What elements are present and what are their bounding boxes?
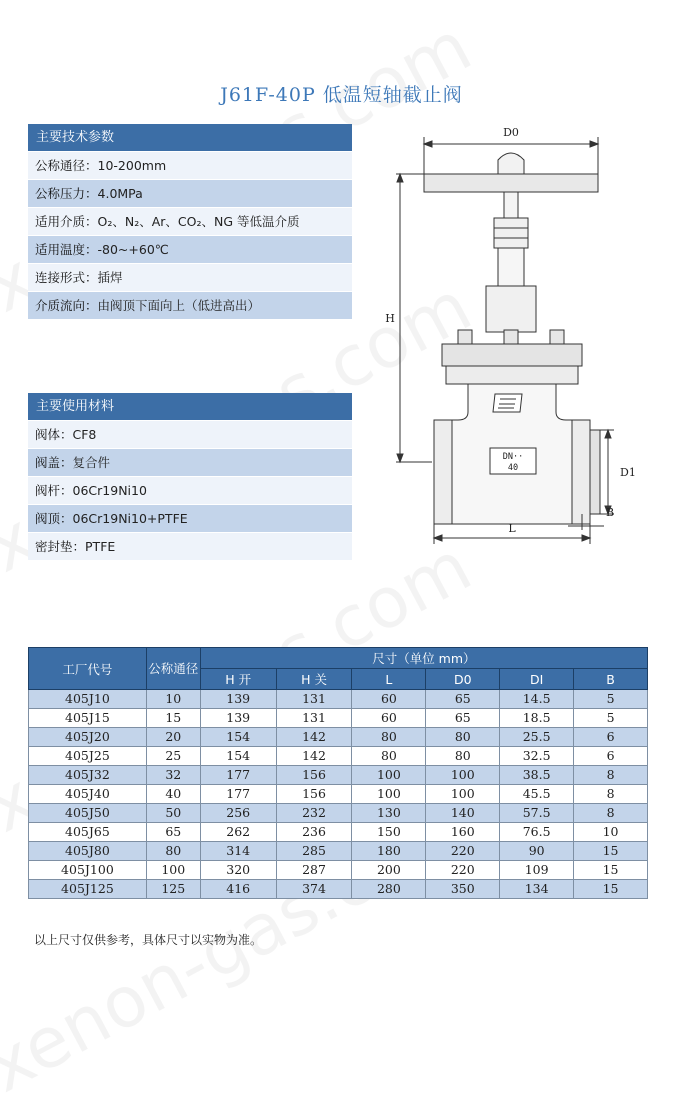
- table-cell: 100: [426, 785, 500, 804]
- table-cell: 80: [146, 842, 200, 861]
- table-cell: 405J65: [29, 823, 147, 842]
- table-cell: 50: [146, 804, 200, 823]
- table-cell: 80: [352, 728, 426, 747]
- table-cell: 65: [426, 709, 500, 728]
- table-cell: 142: [276, 728, 352, 747]
- table-cell: 100: [146, 861, 200, 880]
- col-header-dims: 尺寸（单位 mm）: [200, 648, 647, 669]
- d0-label: D0: [503, 126, 519, 139]
- table-cell: 38.5: [500, 766, 574, 785]
- table-cell: 320: [200, 861, 276, 880]
- subcol-header: D0: [426, 669, 500, 690]
- table-cell: 15: [574, 861, 648, 880]
- table-cell: 154: [200, 747, 276, 766]
- table-cell: 140: [426, 804, 500, 823]
- col-header-code: 工厂代号: [29, 648, 147, 690]
- table-cell: 60: [352, 690, 426, 709]
- table-row: [29, 804, 648, 823]
- spec-row: 介质流向：由阀顶下面向上（低进高出）: [28, 291, 352, 319]
- table-row: [29, 880, 648, 899]
- table-cell: 10: [146, 690, 200, 709]
- table-cell: 25: [146, 747, 200, 766]
- table-cell: 131: [276, 690, 352, 709]
- spec-row: 适用介质：O₂、N₂、Ar、CO₂、NG 等低温介质: [28, 207, 352, 235]
- table-cell: 45.5: [500, 785, 574, 804]
- table-cell: 60: [352, 709, 426, 728]
- table-cell: 100: [352, 785, 426, 804]
- table-cell: 232: [276, 804, 352, 823]
- subcol-header: DI: [500, 669, 574, 690]
- table-cell: 8: [574, 766, 648, 785]
- table-cell: 80: [426, 728, 500, 747]
- table-cell: 405J15: [29, 709, 147, 728]
- table-row: [29, 709, 648, 728]
- table-cell: 18.5: [500, 709, 574, 728]
- material-row: 阀体：CF8: [28, 420, 352, 448]
- l-label: L: [508, 522, 516, 535]
- table-cell: 40: [146, 785, 200, 804]
- table-cell: 10: [574, 823, 648, 842]
- table-cell: 256: [200, 804, 276, 823]
- table-cell: 100: [426, 766, 500, 785]
- table-cell: 109: [500, 861, 574, 880]
- table-cell: 280: [352, 880, 426, 899]
- table-row: [29, 861, 648, 880]
- table-cell: 180: [352, 842, 426, 861]
- material-row: 阀盖：复合件: [28, 448, 352, 476]
- material-row: 密封垫：PTFE: [28, 532, 352, 560]
- table-cell: 154: [200, 728, 276, 747]
- table-cell: 405J25: [29, 747, 147, 766]
- h-label: H: [385, 312, 395, 325]
- table-row: [29, 785, 648, 804]
- table-cell: 142: [276, 747, 352, 766]
- table-cell: 405J100: [29, 861, 147, 880]
- specs-panel: [28, 124, 352, 319]
- table-cell: 139: [200, 709, 276, 728]
- table-cell: 125: [146, 880, 200, 899]
- table-cell: 139: [200, 690, 276, 709]
- subcol-header: L: [352, 669, 426, 690]
- table-cell: 6: [574, 728, 648, 747]
- table-cell: 262: [200, 823, 276, 842]
- table-cell: 8: [574, 804, 648, 823]
- table-cell: 405J10: [29, 690, 147, 709]
- subcol-header: H 开: [200, 669, 276, 690]
- subcol-header: B: [574, 669, 648, 690]
- table-cell: 405J40: [29, 785, 147, 804]
- spec-row: 公称压力：4.0MPa: [28, 179, 352, 207]
- table-cell: 416: [200, 880, 276, 899]
- table-cell: 100: [352, 766, 426, 785]
- footnote: 以上尺寸仅供参考，具体尺寸以实物为准。: [34, 933, 263, 947]
- table-cell: 14.5: [500, 690, 574, 709]
- table-cell: 6: [574, 747, 648, 766]
- table-row: [29, 747, 648, 766]
- table-cell: 80: [352, 747, 426, 766]
- table-cell: 15: [146, 709, 200, 728]
- table-cell: 220: [426, 861, 500, 880]
- table-cell: 160: [426, 823, 500, 842]
- table-cell: 405J80: [29, 842, 147, 861]
- b-label: B: [606, 506, 615, 519]
- table-cell: 32: [146, 766, 200, 785]
- table-cell: 287: [276, 861, 352, 880]
- table-cell: 156: [276, 785, 352, 804]
- table-cell: 32.5: [500, 747, 574, 766]
- spec-row: 公称通径：10-200mm: [28, 151, 352, 179]
- table-cell: 134: [500, 880, 574, 899]
- valve-drawing: [372, 112, 672, 552]
- table-cell: 76.5: [500, 823, 574, 842]
- table-body: [29, 690, 648, 899]
- table-cell: 65: [426, 690, 500, 709]
- table-cell: 374: [276, 880, 352, 899]
- table-cell: 15: [574, 842, 648, 861]
- col-header-dn: 公称通径: [146, 648, 200, 690]
- table-cell: 80: [426, 747, 500, 766]
- table-row: [29, 823, 648, 842]
- table-cell: 150: [352, 823, 426, 842]
- table-cell: 285: [276, 842, 352, 861]
- dimensions-table: [28, 647, 648, 899]
- table-cell: 8: [574, 785, 648, 804]
- material-row: 阀杆：06Cr19Ni10: [28, 476, 352, 504]
- table-row: [29, 766, 648, 785]
- spec-row: 适用温度：-80~+60℃: [28, 235, 352, 263]
- table-cell: 5: [574, 690, 648, 709]
- table-cell: 5: [574, 709, 648, 728]
- table-cell: 405J32: [29, 766, 147, 785]
- table-cell: 405J125: [29, 880, 147, 899]
- table-cell: 236: [276, 823, 352, 842]
- table-cell: 20: [146, 728, 200, 747]
- nameplate-dn: DN··: [502, 452, 524, 462]
- material-row: 阀顶：06Cr19Ni10+PTFE: [28, 504, 352, 532]
- table-row: [29, 690, 648, 709]
- table-cell: 131: [276, 709, 352, 728]
- table-cell: 200: [352, 861, 426, 880]
- table-cell: 90: [500, 842, 574, 861]
- table-cell: 15: [574, 880, 648, 899]
- spec-row: 连接形式：插焊: [28, 263, 352, 291]
- specs-header: 主要技术参数: [28, 124, 352, 151]
- table-cell: 405J20: [29, 728, 147, 747]
- page-title: J61F-40P 低温短轴截止阀: [220, 84, 463, 106]
- table-cell: 314: [200, 842, 276, 861]
- table-cell: 57.5: [500, 804, 574, 823]
- table-row: [29, 728, 648, 747]
- d1-label: D1: [620, 466, 636, 479]
- table-cell: 405J50: [29, 804, 147, 823]
- materials-header: 主要使用材料: [28, 393, 352, 420]
- table-cell: 65: [146, 823, 200, 842]
- table-cell: 177: [200, 785, 276, 804]
- table-cell: 220: [426, 842, 500, 861]
- subcol-header: H 关: [276, 669, 352, 690]
- materials-panel: [28, 393, 352, 560]
- table-cell: 156: [276, 766, 352, 785]
- table-cell: 130: [352, 804, 426, 823]
- table-row: [29, 842, 648, 861]
- table-cell: 350: [426, 880, 500, 899]
- table-cell: 25.5: [500, 728, 574, 747]
- nameplate-size: 40: [507, 463, 519, 473]
- table-cell: 177: [200, 766, 276, 785]
